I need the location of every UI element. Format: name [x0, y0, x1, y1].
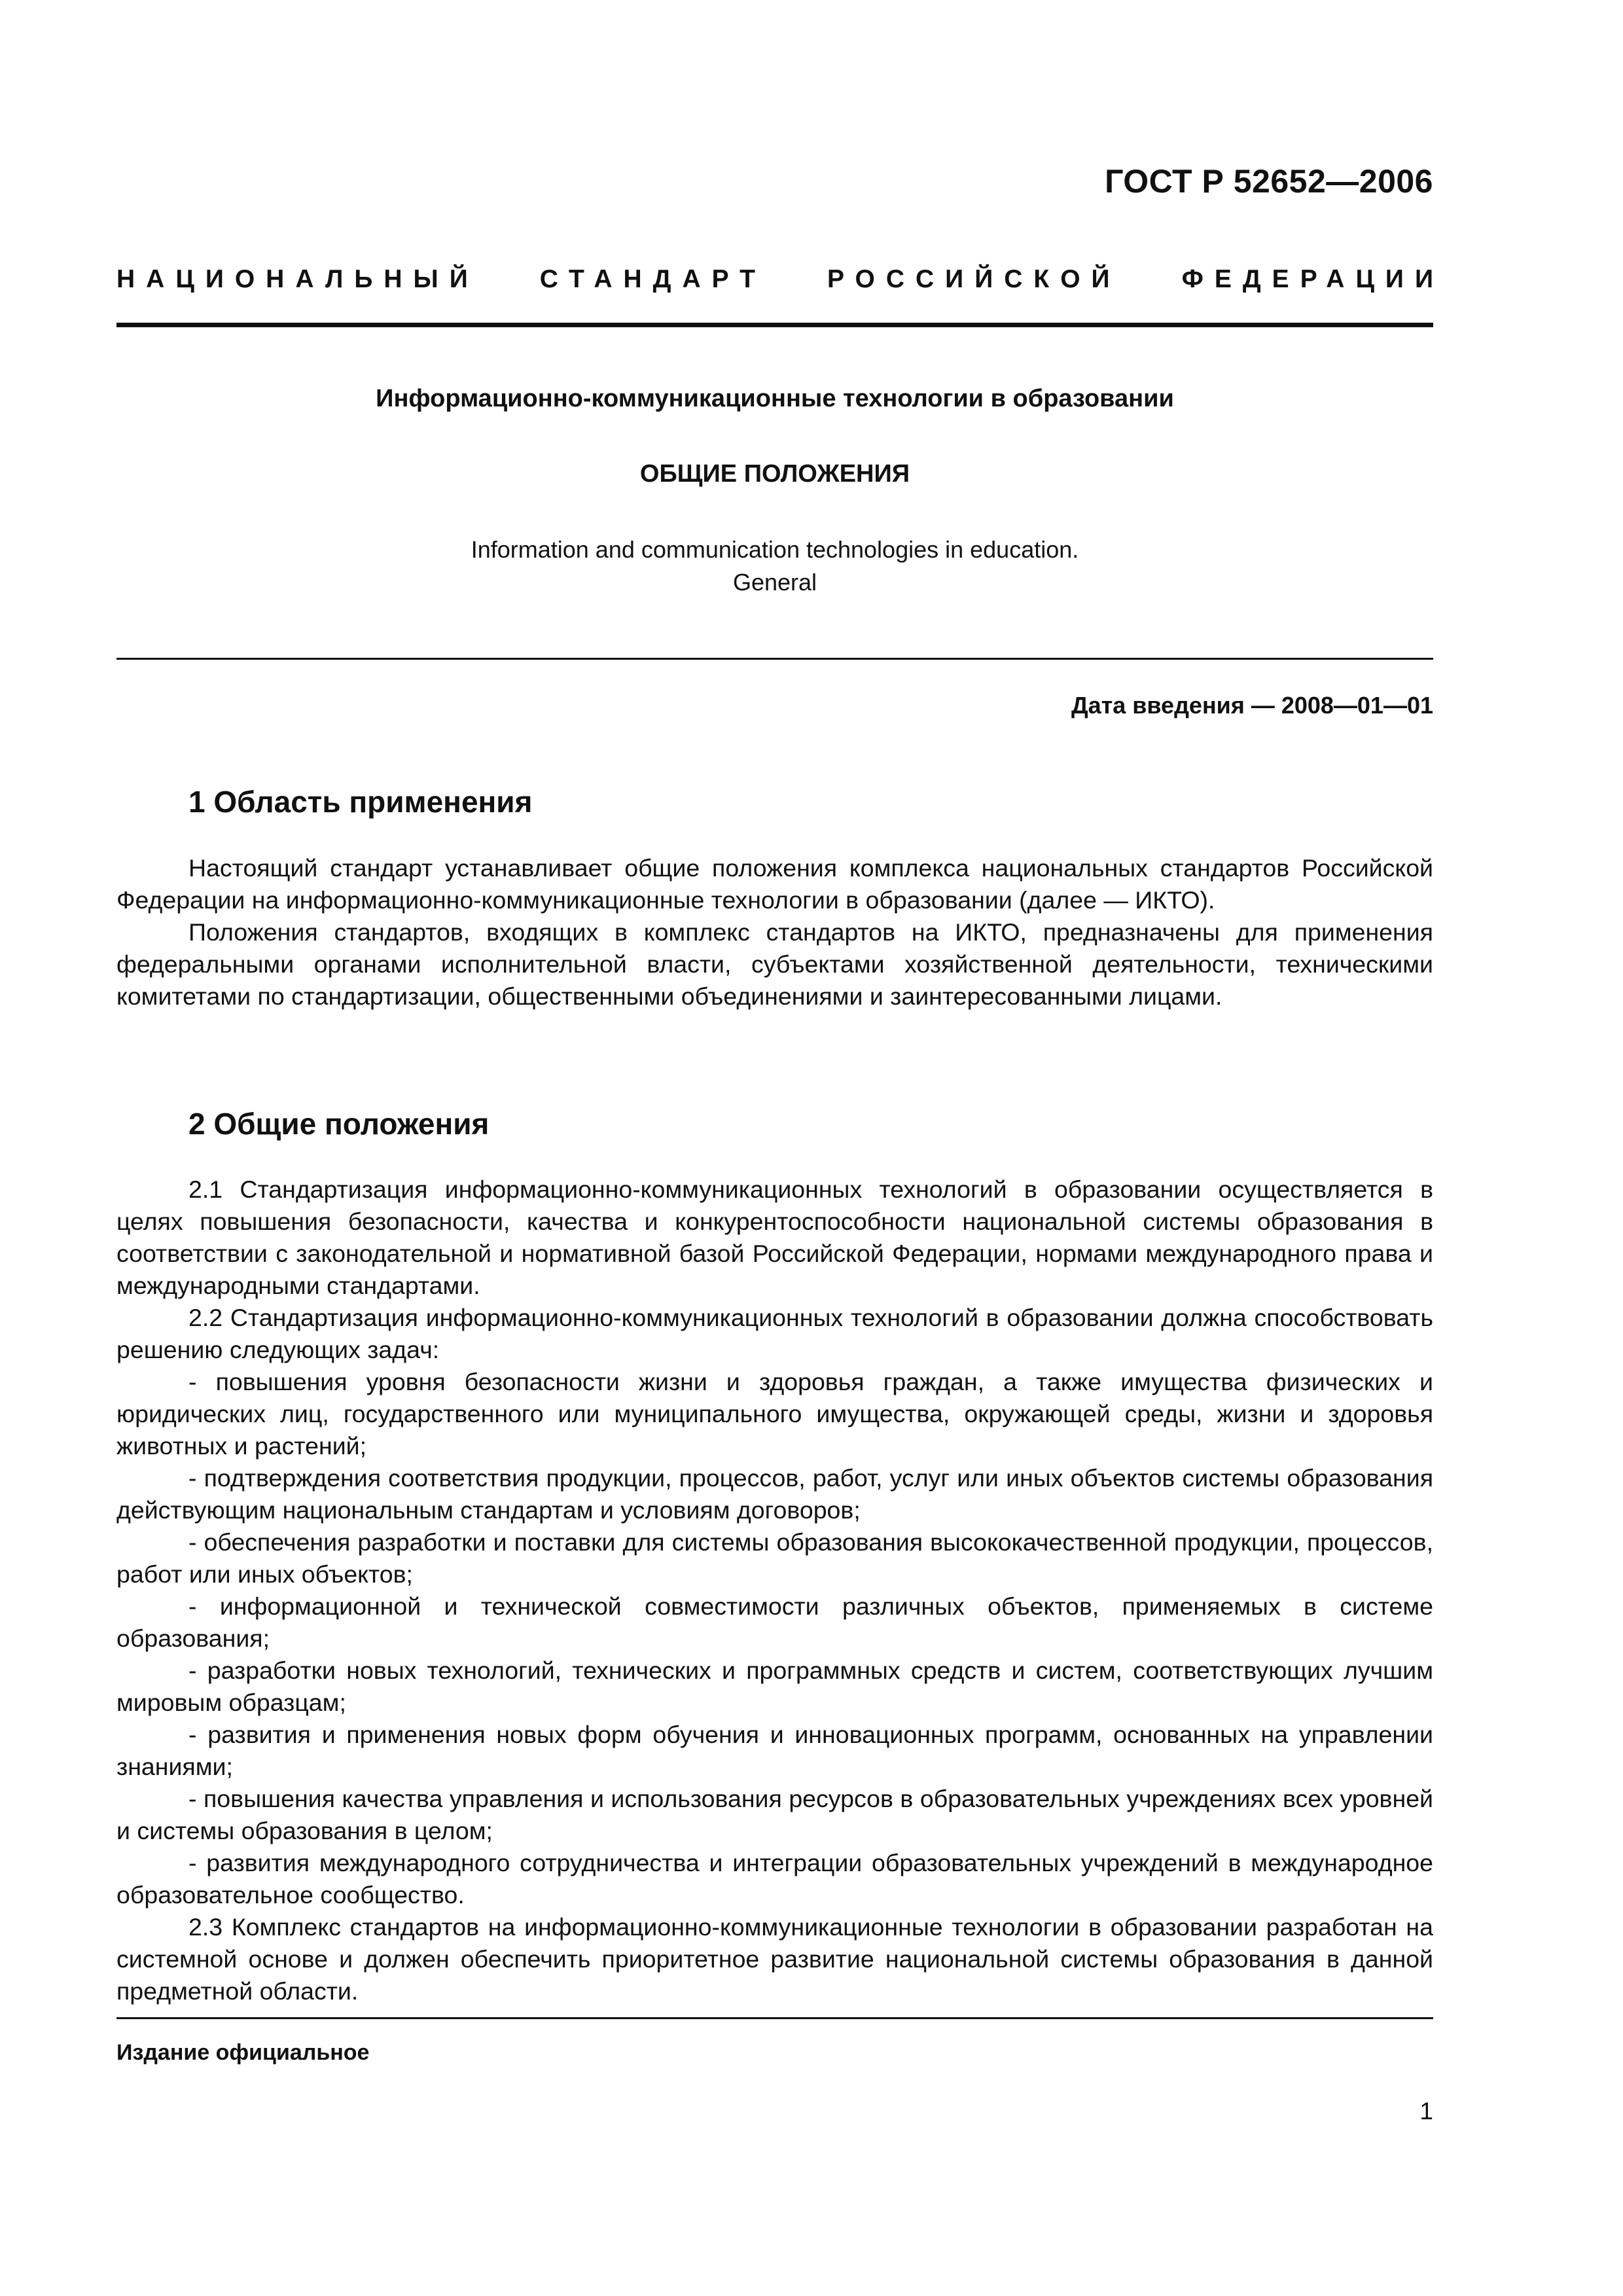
section-1-heading: 1 Область применения	[188, 785, 533, 819]
list-item: - обеспечения разработки и поставки для системы образования высококачественной продукции, процессов, работ или иных объектов;	[116, 1528, 1433, 1588]
paragraph: 2.1 Стандартизация информационно-коммуникационных технологий в образовании осуществляется в целях повышения безопасности, качества и конкурентоспособности национальной системы образования в соответствии с законодательной и нормативной базой Российской Федерации, нормами международного права и международными стандартами.	[116, 1175, 1433, 1299]
section-1-body	[116, 852, 1433, 1013]
title-english-line: Information and communication technologies in education.	[471, 536, 1079, 563]
section-2-heading: 2 Общие положения	[188, 1107, 490, 1141]
list-item: - подтверждения соответствия продукции, процессов, работ, услуг или иных объектов системы образования действующим национальным стандартам и условиям договоров;	[116, 1464, 1433, 1524]
section-2-body	[116, 1174, 1433, 2007]
footer-divider	[116, 2017, 1433, 2019]
title-divider	[116, 658, 1433, 660]
document-number: ГОСТ Р 52652—2006	[1105, 163, 1433, 200]
document-title-english	[116, 533, 1433, 599]
document-subtitle: ОБЩИЕ ПОЛОЖЕНИЯ	[639, 460, 910, 488]
page-number: 1	[1419, 2098, 1433, 2125]
paragraph: 2.3 Комплекс стандартов на информационно-коммуникационные технологии в образовании разработан на системной основе и должен обеспечить приоритетное развитие национальной системы образования в данной предметной области.	[116, 1913, 1433, 2005]
list-item: - развития международного сотрудничества и интеграции образовательных учреждений в международное образовательное сообщество.	[116, 1849, 1433, 1909]
paragraph: 2.2 Стандартизация информационно-коммуникационных технологий в образовании должна способствовать решению следующих задач:	[116, 1304, 1433, 1363]
banner-word: СТАНДАРТ	[539, 265, 766, 293]
banner-word: ФЕДЕРАЦИИ	[1181, 265, 1444, 293]
national-standard-banner	[116, 265, 1444, 294]
list-item: - информационной и технической совместимости различных объектов, применяемых в системе образования;	[116, 1592, 1433, 1652]
document-page	[116, 0, 1444, 2296]
list-item: - разработки новых технологий, технических и программных средств и систем, соответствующих лучшим мировым образцам;	[116, 1657, 1433, 1716]
introduction-date: Дата введения — 2008—01—01	[1071, 692, 1433, 719]
paragraph: Настоящий стандарт устанавливает общие положения комплекса национальных стандартов Российской Федерации на информационно-коммуникационные технологии в образовании (далее — ИКТО).	[116, 854, 1433, 914]
edition-label: Издание официальное	[116, 2040, 370, 2065]
list-item: - повышения уровня безопасности жизни и здоровья граждан, а также имущества физических и юридических лиц, государственного или муниципального имущества, окружающей среды, жизни и здоровья животных и растений;	[116, 1368, 1433, 1460]
list-item: - развития и применения новых форм обучения и инновационных программ, основанных на управлении знаниями;	[116, 1721, 1433, 1780]
paragraph: Положения стандартов, входящих в комплекс стандартов на ИКТО, предназначены для применения федеральными органами исполнительной власти, субъектами хозяйственной деятельности, техническими комитетами по стандартизации, общественными объединениями и заинтересованными лицами.	[116, 918, 1433, 1010]
header-divider	[116, 323, 1433, 327]
document-title: Информационно-коммуникационные технологии в образовании	[376, 385, 1174, 412]
list-item: - повышения качества управления и использования ресурсов в образовательных учреждениях всех уровней и системы образования в целом;	[116, 1785, 1433, 1844]
title-english-line: General	[732, 569, 817, 596]
banner-word: НАЦИОНАЛЬНЫЙ	[116, 265, 479, 293]
banner-word: РОССИЙСКОЙ	[827, 265, 1121, 293]
